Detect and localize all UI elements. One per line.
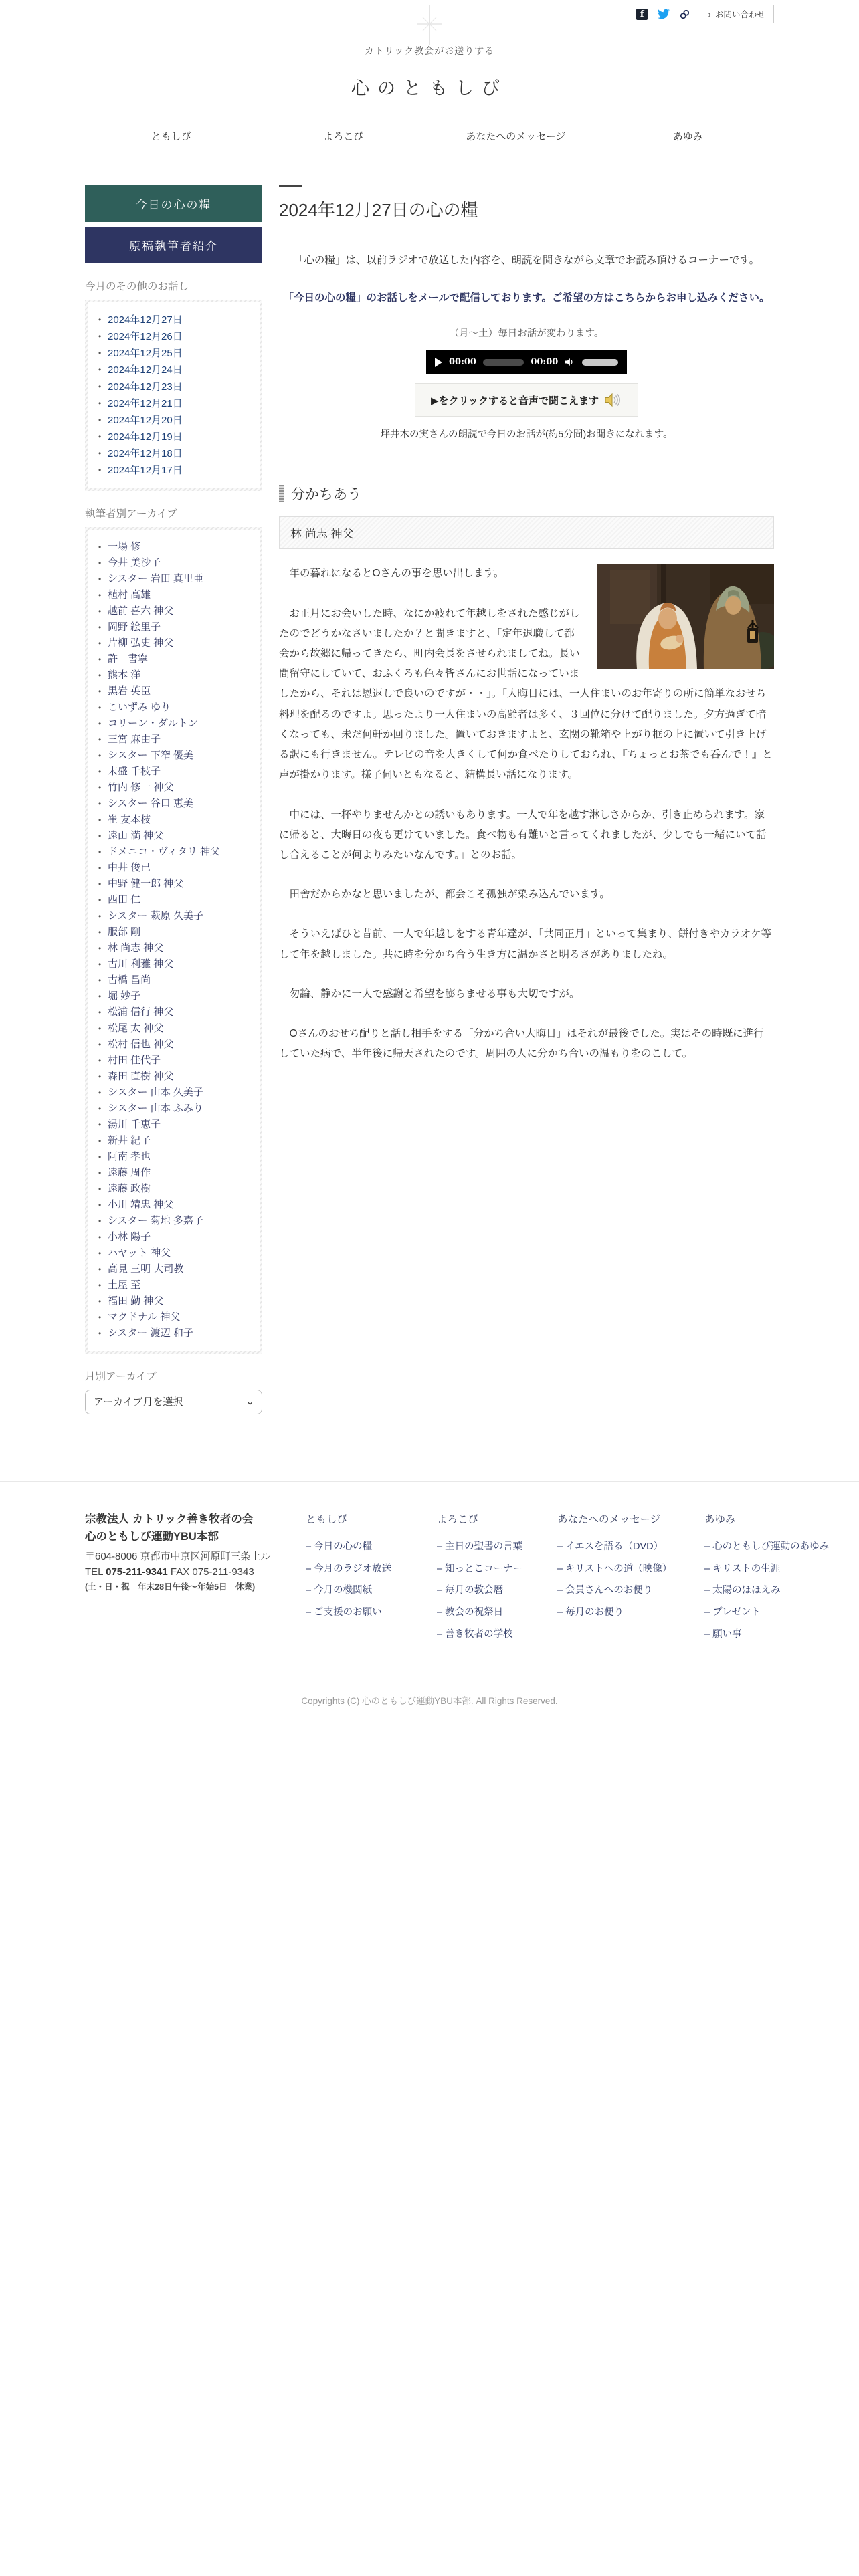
author-list-item: [96, 844, 254, 860]
org-name-line1: 宗教法人 カトリック善き牧者の会: [85, 1513, 254, 1525]
author-link[interactable]: 遠藤 政樹: [108, 1183, 151, 1194]
copyright: Copyrights (C) 心のともしび運動YBU本部. All Rights Reserved.: [301, 1696, 558, 1707]
content-area: [85, 185, 774, 1414]
author-link[interactable]: 片柳 弘史 神父: [108, 637, 174, 649]
author-list-item: [96, 1277, 254, 1293]
author-link[interactable]: シスター 山本 ふみり: [108, 1103, 203, 1114]
footer-link[interactable]: 今月のラジオ放送: [314, 1563, 392, 1574]
footer-link[interactable]: プレゼント: [712, 1606, 761, 1618]
footer-link[interactable]: 教会の祝祭日: [445, 1606, 504, 1618]
site-header: [0, 44, 859, 100]
footer-link-item: – 心のともしび運動のあゆみ: [704, 1541, 830, 1552]
authors-intro-button[interactable]: 原稿執筆者紹介: [85, 227, 262, 263]
footer-link-item: – 願い事: [704, 1628, 742, 1640]
player-hint-box: [415, 383, 638, 417]
author-list-item: [96, 1261, 254, 1277]
chevron-down-icon: ⌄: [246, 1396, 254, 1408]
page-title: 2024年12月27日の心の糧: [279, 197, 774, 233]
author-link[interactable]: 森田 直樹 神父: [108, 1071, 174, 1082]
sparkle-decoration: [406, 4, 453, 47]
author-link[interactable]: 中野 健一郎 神父: [108, 878, 184, 889]
intro-text: 「心の糧」は、以前ラジオで放送した内容を、朗読を聞きながら文章でお読み頂けるコーナーです。: [293, 255, 760, 266]
author-list-item: [96, 1117, 254, 1133]
link-icon[interactable]: [678, 7, 692, 21]
volume-bar[interactable]: [582, 359, 618, 366]
footer-link-item: – 知っとこコーナー: [437, 1563, 523, 1574]
author-list-item: [96, 635, 254, 651]
author-list-item: [96, 988, 254, 1004]
org-address: 〒604-8006 京都市中京区河原町三条上ル: [85, 1551, 271, 1563]
current-time: 00:00: [449, 357, 476, 368]
author-list-item: [96, 571, 254, 587]
author-list-item: [96, 956, 254, 972]
author-link[interactable]: 古橋 昌尚: [108, 974, 151, 986]
author-list-item: [96, 1085, 254, 1101]
author-link[interactable]: 一場 修: [108, 541, 141, 552]
author-list-item: [96, 619, 254, 635]
author-link[interactable]: 高見 三明 大司教: [108, 1263, 184, 1275]
authors-archive-box: [85, 527, 262, 1354]
site-title[interactable]: 心のともしび: [351, 78, 508, 99]
author-list-item: [96, 940, 254, 956]
footer-link[interactable]: ご支援のお願い: [314, 1606, 382, 1618]
author-list-item: [96, 876, 254, 892]
footer-link[interactable]: 会員さんへのお便り: [565, 1585, 653, 1596]
date-link[interactable]: 2024年12月18日: [108, 448, 183, 459]
author-link[interactable]: 小林 陽子: [108, 1231, 151, 1243]
footer-link[interactable]: 太陽のほほえみ: [712, 1585, 781, 1596]
footer-links-ayumi: [704, 1536, 859, 1645]
footer-link-item: – イエスを語る（DVD）: [557, 1541, 664, 1552]
author-list-item: [96, 587, 254, 603]
nav-item-yorokobi[interactable]: よろこび: [323, 131, 364, 142]
reader-note: 坪井木の実さんの朗読で今日のお話が(約5分間)お聞きになれます。: [380, 429, 673, 441]
date-link[interactable]: 2024年12月26日: [108, 331, 183, 342]
author-link[interactable]: 竹内 修一 神父: [108, 782, 174, 793]
article-paragraph: 田舎だからかなと思いましたが、都会こそ孤独が染み込んでいます。: [279, 889, 610, 901]
author-list-item: [96, 1133, 254, 1149]
todays-kokoro-no-kate-button[interactable]: 今日の心の糧: [85, 185, 262, 222]
author-link[interactable]: 熊本 洋: [108, 669, 141, 681]
progress-bar[interactable]: [483, 359, 524, 366]
fax-number: 075-211-9343: [192, 1566, 254, 1578]
facebook-icon[interactable]: f: [636, 7, 649, 21]
author-list-item: [96, 828, 254, 844]
tel-number[interactable]: 075-211-9341: [106, 1566, 168, 1578]
author-link[interactable]: ハヤット 神父: [108, 1247, 171, 1259]
footer-link[interactable]: イエスを語る（DVD）: [565, 1541, 664, 1552]
date-link[interactable]: 2024年12月23日: [108, 381, 183, 393]
speaker-icon[interactable]: [565, 357, 575, 367]
author-list-item: [96, 1101, 254, 1117]
author-link[interactable]: 岡野 絵里子: [108, 621, 161, 633]
archive-select-wrap: [85, 1390, 262, 1414]
author-link[interactable]: シスター 山本 久美子: [108, 1087, 203, 1098]
duration-time: 00:00: [531, 357, 559, 368]
author-list-item: [96, 667, 254, 683]
author-link[interactable]: シスター 下窄 優美: [108, 750, 193, 761]
article-title: 分かちあう: [291, 487, 361, 503]
author-link[interactable]: ドメニコ・ヴィタリ 神父: [108, 846, 221, 857]
author-link[interactable]: シスター 岩田 真里亜: [108, 573, 203, 584]
speaker-sound-icon: [605, 393, 622, 407]
date-list-item: [96, 429, 254, 445]
date-list-item: [96, 395, 254, 412]
author-list-item: [96, 732, 254, 748]
author-link[interactable]: 服部 剛: [108, 926, 141, 938]
footer-link[interactable]: 心のともしび運動のあゆみ: [712, 1541, 830, 1552]
sidebar: [85, 185, 262, 1414]
site-tagline: カトリック教会がお送りする: [364, 45, 495, 56]
site-footer: [0, 1481, 859, 1731]
author-link[interactable]: シスター 菊地 多嘉子: [108, 1215, 203, 1226]
footer-links-message: [557, 1536, 686, 1624]
author-link[interactable]: 遠藤 周作: [108, 1167, 151, 1178]
author-link[interactable]: 松村 信也 神父: [108, 1039, 174, 1050]
topbar: [0, 0, 859, 24]
footer-link[interactable]: 毎月の教会暦: [445, 1585, 504, 1596]
date-list-item: [96, 362, 254, 379]
footer-link-item: – 主日の聖書の言葉: [437, 1541, 523, 1552]
footer-link-item: – 今月の機関紙: [306, 1585, 373, 1596]
mail-signup-text[interactable]: 「今日の心の糧」のお話しをメールで配信しております。ご希望の方はこちらからお申し込みください。: [283, 292, 770, 304]
footer-link[interactable]: キリストへの道（映像）: [565, 1563, 672, 1574]
author-list-item: [96, 651, 254, 667]
archive-month-select[interactable]: [85, 1390, 262, 1414]
org-phone: TEL 075-211-9341 FAX 075-211-9343: [85, 1566, 254, 1578]
authors-archive-heading: 執筆者別アーカイブ: [85, 508, 177, 520]
date-list-item: [96, 312, 254, 328]
footer-links-tomoshibi: [306, 1536, 418, 1624]
author-link[interactable]: マクドナル 神父: [108, 1311, 181, 1323]
footer-links-yorokobi: [437, 1536, 539, 1645]
author-link[interactable]: シスター 谷口 恵美: [108, 798, 193, 809]
footer-heading-yorokobi[interactable]: よろこび: [437, 1514, 479, 1525]
footer-link-item: – 今日の心の糧: [306, 1541, 373, 1552]
footer-link-item: – ご支援のお願い: [306, 1606, 382, 1618]
nav-item-tomoshibi[interactable]: ともしび: [151, 131, 191, 142]
author-list-item: [96, 764, 254, 780]
date-link[interactable]: 2024年12月25日: [108, 348, 183, 359]
footer-link[interactable]: 願い事: [712, 1628, 742, 1640]
footer-link-item: – 会員さんへのお便り: [557, 1585, 653, 1596]
play-icon[interactable]: [435, 358, 442, 367]
nav-item-ayumi[interactable]: あゆみ: [672, 131, 703, 142]
org-name-line2: 心のともしび運動YBU本部: [85, 1530, 219, 1543]
contact-button[interactable]: [700, 5, 774, 23]
author-link[interactable]: 西田 仁: [108, 894, 141, 905]
main-nav: [0, 122, 859, 154]
author-list-item: [96, 1293, 254, 1309]
author-list-item: [96, 700, 254, 716]
footer-link-item: – 太陽のほほえみ: [704, 1585, 781, 1596]
contact-label: お問い合わせ: [714, 10, 765, 19]
author-link[interactable]: コリーン・ダルトン: [108, 718, 198, 729]
author-link[interactable]: 小川 靖忠 神父: [108, 1199, 174, 1210]
author-list-item: [96, 924, 254, 940]
author-list-item: [96, 716, 254, 732]
footer-link[interactable]: 今日の心の糧: [314, 1541, 373, 1552]
main-content: [279, 185, 774, 1084]
date-list-item: [96, 445, 254, 462]
date-list-item: [96, 462, 254, 479]
author-list-item: [96, 1069, 254, 1085]
author-list-item: [96, 1021, 254, 1037]
footer-heading-message[interactable]: あなたへのメッセージ: [557, 1514, 661, 1525]
footer-link-item: – キリストへの道（映像）: [557, 1563, 672, 1574]
article-paragraph: お正月にお会いした時、なにか疲れて年越しをされた感じがしたのでどうかなさいましたか？と聞きますと、「定年退職して都会から故郷に帰ってきたら、町内会長をさせられましてね。長い間留守にしていて、おふくろも色々皆さんにお世話になっていましたから、それは恩返しで良いのですが・・」。「大晦日には、一人住まいのお年寄りの所に簡単なおせち料理を配るのですよ。思ったより一人住まいの高齢者は多く、３回位に分けて配りました。夕方過ぎて暗くなっても、未だ何軒か回りました。置いておきますよと、玄関の靴箱や上がり框の上に置いて引き上げる訳にも行きません。テレビの音を大きくして何か食べたりしておられ、『ちょっとお茶でも呑んで！』と声が掛かります。様子伺いともなると、結構長い話になります。: [279, 607, 773, 781]
author-link[interactable]: 湯川 千恵子: [108, 1119, 161, 1130]
author-link[interactable]: 許 書寧: [108, 653, 149, 665]
date-list-item: [96, 379, 254, 395]
footer-link-item: – プレゼント: [704, 1606, 761, 1618]
author-link[interactable]: 福田 勤 神父: [108, 1295, 164, 1307]
author-link[interactable]: 松浦 信行 神父: [108, 1006, 174, 1018]
footer-column-tomoshibi: [306, 1511, 418, 1645]
author-list-item: [96, 1245, 254, 1261]
date-archive-list: [96, 312, 254, 479]
footer-link-item: – 教会の祝祭日: [437, 1606, 504, 1618]
author-link[interactable]: 新井 紀子: [108, 1135, 151, 1146]
author-link[interactable]: 阿南 孝也: [108, 1151, 151, 1162]
author-link[interactable]: 堀 妙子: [108, 990, 141, 1002]
footer-link[interactable]: キリストの生涯: [712, 1563, 781, 1574]
author-link[interactable]: 崔 友本枝: [108, 814, 151, 825]
article-author: 林 尚志 神父: [279, 516, 774, 549]
date-link[interactable]: 2024年12月27日: [108, 314, 183, 326]
footer-link[interactable]: 主日の聖書の言葉: [445, 1541, 523, 1552]
date-list-item: [96, 328, 254, 345]
author-list-item: [96, 748, 254, 764]
author-list-item: [96, 1213, 254, 1229]
article-paragraph: Oさんのおせち配りと話し相手をする「分かち合い大晦日」はそれが最後でした。実はその時既に進行していた病で、半年後に帰天されたのです。周囲の人に分かち合いの温もりをのこして。: [279, 1028, 764, 1060]
date-link[interactable]: 2024年12月21日: [108, 398, 183, 409]
author-list-item: [96, 860, 254, 876]
nav-item-message[interactable]: あなたへのメッセージ: [466, 131, 566, 142]
author-link[interactable]: 今井 美沙子: [108, 557, 161, 568]
footer-link-item: – 善き牧者の学校: [437, 1628, 513, 1640]
article-paragraph: 勿論、静かに一人で感謝と希望を膨らませる事も大切ですが。: [279, 988, 580, 1000]
author-link[interactable]: 遠山 満 神父: [108, 830, 164, 841]
date-list-item: [96, 412, 254, 429]
footer-column-message: [557, 1511, 686, 1645]
article-paragraph: 年の暮れになるとOさんの事を思い出します。: [279, 568, 504, 580]
date-list-item: [96, 345, 254, 362]
author-link[interactable]: 黒岩 英臣: [108, 685, 151, 697]
footer-link-item: – キリストの生涯: [704, 1563, 781, 1574]
author-list-item: [96, 908, 254, 924]
author-list-item: [96, 1165, 254, 1181]
footer-link-item: – 今月のラジオ放送: [306, 1563, 392, 1574]
author-list-item: [96, 1004, 254, 1021]
author-list-item: [96, 812, 254, 828]
monthly-talks-heading: 今月のその他のお話し: [85, 281, 189, 292]
date-link[interactable]: 2024年12月19日: [108, 431, 183, 443]
author-list-item: [96, 1309, 254, 1325]
article-body: [279, 564, 774, 1083]
footer-column-ayumi: [704, 1511, 859, 1645]
article-section: [279, 484, 774, 1083]
section-accent-bar: [279, 485, 284, 502]
author-list-item: [96, 683, 254, 700]
date-link[interactable]: 2024年12月24日: [108, 364, 183, 376]
footer-column-yorokobi: [437, 1511, 539, 1645]
author-list-item: [96, 1149, 254, 1165]
author-list-item: [96, 892, 254, 908]
footer-link[interactable]: 知っとこコーナー: [445, 1563, 523, 1574]
organization-info: [85, 1511, 287, 1645]
author-link[interactable]: 中井 俊已: [108, 862, 151, 873]
author-list-item: [96, 1229, 254, 1245]
footer-link[interactable]: 今月の機関紙: [314, 1585, 373, 1596]
author-list-item: [96, 603, 254, 619]
article-paragraph: 中には、一杯やりませんかとの誘いもあります。一人で年を越す淋しさからか、引き止められます。家に帰ると、大晦日の夜も更けていました。食べ物も有難いと言ってくれましたが、少しでも一緒にいて話し合えることが何よりみたいなんです。」とのお話。: [279, 809, 767, 861]
footer-link-item: – 毎月のお便り: [557, 1606, 624, 1618]
footer-link[interactable]: 毎月のお便り: [565, 1606, 624, 1618]
author-list-item: [96, 1197, 254, 1213]
author-list-item: [96, 780, 254, 796]
author-link[interactable]: 越前 喜六 神父: [108, 605, 174, 617]
author-list-item: [96, 539, 254, 555]
footer-link[interactable]: 善き牧者の学校: [445, 1628, 513, 1640]
author-link[interactable]: 土屋 至: [108, 1279, 141, 1291]
title-accent-line: [279, 185, 302, 187]
footer-heading-tomoshibi[interactable]: ともしび: [306, 1514, 348, 1525]
author-list-item: [96, 555, 254, 571]
author-link[interactable]: 植村 高雄: [108, 589, 151, 601]
author-link[interactable]: 古川 利雅 神父: [108, 958, 174, 970]
schedule-note: （月～土）毎日お話が変わります。: [449, 328, 604, 340]
author-list-item: [96, 1037, 254, 1053]
author-link[interactable]: シスター 萩原 久美子: [108, 910, 203, 922]
author-link[interactable]: 林 尚志 神父: [108, 942, 164, 954]
monthly-archive-heading: 月別アーカイブ: [85, 1371, 157, 1382]
author-link[interactable]: 村田 佳代子: [108, 1055, 161, 1066]
author-list-item: [96, 796, 254, 812]
nativity-figures-image: [597, 564, 774, 669]
twitter-icon[interactable]: [657, 7, 670, 21]
player-hint-text: ▶をクリックすると音声で聞こえます: [431, 395, 599, 407]
audio-player[interactable]: [426, 350, 627, 374]
date-link[interactable]: 2024年12月17日: [108, 465, 183, 476]
chevron-right-icon: ›: [708, 9, 711, 19]
footer-heading-ayumi[interactable]: あゆみ: [704, 1514, 736, 1525]
author-link[interactable]: 末盛 千枝子: [108, 766, 161, 777]
author-link[interactable]: 松尾 太 神父: [108, 1023, 164, 1034]
author-list-item: [96, 1325, 254, 1341]
org-closed-note: (土・日・祝 年末28日午後～年始5日 休業): [85, 1582, 256, 1592]
author-link[interactable]: こいずみ ゆり: [108, 702, 171, 713]
author-archive-list: [96, 539, 254, 1341]
author-list-item: [96, 972, 254, 988]
article-paragraph: そういえばひと昔前、一人で年越しをする青年達が、「共同正月」といって集まり、餅付きやカラオケ等して年を越しました。共に時を分かち合う生き方に温かさと明るさがありましたね。: [279, 928, 771, 960]
monthly-talks-box: [85, 300, 262, 491]
author-list-item: [96, 1181, 254, 1197]
author-link[interactable]: 三宮 麻由子: [108, 734, 161, 745]
date-link[interactable]: 2024年12月20日: [108, 415, 183, 426]
author-link[interactable]: シスター 渡辺 和子: [108, 1327, 193, 1339]
author-list-item: [96, 1053, 254, 1069]
footer-link-item: – 毎月の教会暦: [437, 1585, 504, 1596]
